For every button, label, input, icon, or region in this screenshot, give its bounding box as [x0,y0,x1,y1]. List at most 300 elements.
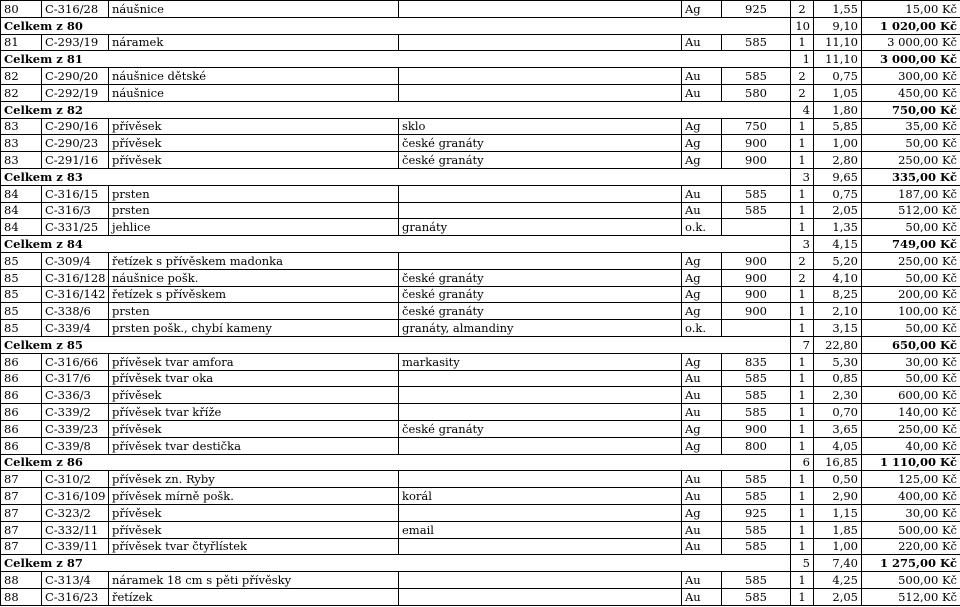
item-code: C-331/25 [42,219,109,236]
lot-number: 87 [1,521,42,538]
item-weight: 0,70 [814,404,862,421]
item-metal: Au [682,202,722,219]
item-price: 50,00 Kč [862,135,960,152]
item-price: 500,00 Kč [862,521,960,538]
item-name: náušnice [109,84,399,101]
item-code: C-323/2 [42,504,109,521]
item-stone: email [399,521,682,538]
item-stone [399,387,682,404]
item-name: jehlice [109,219,399,236]
item-stone [399,68,682,85]
item-metal: Ag [682,286,722,303]
table-row [1,1,960,18]
subtotal-price: 335,00 Kč [862,168,960,185]
item-name: řetízek s přívěskem [109,286,399,303]
subtotal-row [1,17,960,34]
subtotal-label: Celkem z 83 [1,168,791,185]
item-price: 15,00 Kč [862,1,960,18]
item-fineness [722,219,791,236]
item-code: C-336/3 [42,387,109,404]
table-row [1,353,960,370]
item-count: 1 [791,420,814,437]
item-weight: 2,05 [814,588,862,605]
subtotal-count: 4 [791,101,814,118]
item-code: C-316/28 [42,1,109,18]
item-count: 1 [791,202,814,219]
subtotal-weight: 16,85 [814,454,862,471]
item-metal: Au [682,538,722,555]
item-weight: 4,25 [814,572,862,589]
item-code: C-338/6 [42,303,109,320]
item-fineness: 585 [722,572,791,589]
item-count: 1 [791,504,814,521]
item-name: náušnice pošk. [109,269,399,286]
item-weight: 5,85 [814,118,862,135]
item-name: náušnice [109,1,399,18]
table-row [1,68,960,85]
item-fineness: 585 [722,34,791,51]
lot-number: 84 [1,202,42,219]
item-metal: Au [682,84,722,101]
item-code: C-313/4 [42,572,109,589]
item-fineness: 900 [722,152,791,169]
item-stone: korál [399,488,682,505]
lot-number: 87 [1,488,42,505]
lot-number: 84 [1,185,42,202]
item-price: 400,00 Kč [862,488,960,505]
table-row [1,152,960,169]
item-weight: 1,85 [814,521,862,538]
item-name: přívěsek tvar čtyřlístek [109,538,399,555]
item-count: 1 [791,538,814,555]
item-name: přívěsek [109,504,399,521]
subtotal-weight: 11,10 [814,51,862,68]
table-row [1,370,960,387]
table-row [1,286,960,303]
lot-number: 85 [1,320,42,337]
item-code: C-316/23 [42,588,109,605]
lot-number: 86 [1,370,42,387]
subtotal-price: 1 275,00 Kč [862,555,960,572]
item-code: C-339/4 [42,320,109,337]
item-code: C-316/3 [42,202,109,219]
lot-number: 81 [1,34,42,51]
item-metal: Au [682,572,722,589]
item-name: přívěsek tvar oka [109,370,399,387]
item-count: 1 [791,185,814,202]
item-count: 1 [791,437,814,454]
item-metal: Ag [682,437,722,454]
item-stone [399,572,682,589]
table-row [1,84,960,101]
subtotal-count: 3 [791,168,814,185]
item-metal: Au [682,488,722,505]
item-name: prsten [109,185,399,202]
subtotal-weight: 4,15 [814,236,862,253]
item-weight: 2,05 [814,202,862,219]
item-count: 1 [791,588,814,605]
item-stone [399,588,682,605]
item-code: C-316/15 [42,185,109,202]
subtotal-row [1,555,960,572]
item-stone: granáty [399,219,682,236]
item-code: C-339/23 [42,420,109,437]
lot-number: 86 [1,387,42,404]
item-weight: 0,75 [814,185,862,202]
item-stone [399,202,682,219]
table-body [1,1,960,606]
subtotal-weight: 7,40 [814,555,862,572]
item-name: přívěsek [109,387,399,404]
item-metal: Ag [682,118,722,135]
item-count: 1 [791,521,814,538]
item-stone [399,34,682,51]
lot-number: 85 [1,269,42,286]
table-row [1,420,960,437]
item-metal: Au [682,521,722,538]
lot-number: 86 [1,437,42,454]
lot-number: 86 [1,420,42,437]
lot-number: 87 [1,471,42,488]
item-code: C-292/19 [42,84,109,101]
item-stone [399,404,682,421]
item-fineness: 580 [722,84,791,101]
item-stone: české granáty [399,152,682,169]
table-row [1,437,960,454]
lot-number: 88 [1,588,42,605]
table-row [1,303,960,320]
item-metal: Ag [682,504,722,521]
item-price: 512,00 Kč [862,202,960,219]
item-fineness: 585 [722,387,791,404]
item-stone [399,504,682,521]
item-weight: 5,30 [814,353,862,370]
lot-number: 82 [1,68,42,85]
item-stone [399,471,682,488]
item-weight: 0,75 [814,68,862,85]
item-weight: 4,05 [814,437,862,454]
subtotal-price: 650,00 Kč [862,336,960,353]
subtotal-price: 1 020,00 Kč [862,17,960,34]
subtotal-price: 3 000,00 Kč [862,51,960,68]
item-fineness: 925 [722,504,791,521]
item-name: prsten [109,303,399,320]
item-code: C-339/11 [42,538,109,555]
item-metal: Ag [682,1,722,18]
table-row [1,269,960,286]
item-price: 50,00 Kč [862,219,960,236]
subtotal-count: 7 [791,336,814,353]
table-row [1,538,960,555]
lot-number: 85 [1,303,42,320]
item-code: C-316/128 [42,269,109,286]
item-count: 2 [791,68,814,85]
item-stone: sklo [399,118,682,135]
item-price: 250,00 Kč [862,252,960,269]
item-name: přívěsek tvar amfora [109,353,399,370]
item-fineness: 900 [722,269,791,286]
item-price: 250,00 Kč [862,420,960,437]
item-count: 1 [791,370,814,387]
item-weight: 1,00 [814,538,862,555]
subtotal-label: Celkem z 81 [1,51,791,68]
item-stone [399,252,682,269]
item-weight: 1,05 [814,84,862,101]
item-metal: Ag [682,303,722,320]
item-fineness: 925 [722,1,791,18]
item-fineness [722,320,791,337]
subtotal-label: Celkem z 85 [1,336,791,353]
item-price: 500,00 Kč [862,572,960,589]
item-price: 220,00 Kč [862,538,960,555]
item-price: 100,00 Kč [862,303,960,320]
item-count: 2 [791,84,814,101]
table-row [1,521,960,538]
item-metal: Ag [682,353,722,370]
table-row [1,488,960,505]
item-price: 200,00 Kč [862,286,960,303]
table-row [1,135,960,152]
item-name: přívěsek tvar kříže [109,404,399,421]
item-stone: granáty, almandiny [399,320,682,337]
table-row [1,252,960,269]
lot-number: 84 [1,219,42,236]
item-code: C-290/20 [42,68,109,85]
table-row [1,185,960,202]
item-price: 600,00 Kč [862,387,960,404]
item-count: 1 [791,286,814,303]
item-stone: české granáty [399,286,682,303]
item-count: 2 [791,1,814,18]
item-weight: 2,80 [814,152,862,169]
item-name: řetízek s přívěskem madonka [109,252,399,269]
item-metal: Au [682,34,722,51]
subtotal-count: 1 [791,51,814,68]
item-name: prsten [109,202,399,219]
item-name: náušnice dětské [109,68,399,85]
subtotal-price: 750,00 Kč [862,101,960,118]
lot-number: 83 [1,152,42,169]
item-stone: české granáty [399,269,682,286]
subtotal-weight: 1,80 [814,101,862,118]
item-code: C-339/2 [42,404,109,421]
item-weight: 3,15 [814,320,862,337]
item-fineness: 585 [722,488,791,505]
item-name: přívěsek mírně pošk. [109,488,399,505]
item-code: C-293/19 [42,34,109,51]
item-name: přívěsek [109,118,399,135]
subtotal-label: Celkem z 87 [1,555,791,572]
item-stone [399,1,682,18]
item-price: 512,00 Kč [862,588,960,605]
item-price: 50,00 Kč [862,370,960,387]
item-metal: Au [682,370,722,387]
lot-number: 87 [1,538,42,555]
item-name: přívěsek [109,521,399,538]
item-metal: Au [682,471,722,488]
subtotal-label: Celkem z 86 [1,454,791,471]
item-name: přívěsek zn. Ryby [109,471,399,488]
item-weight: 11,10 [814,34,862,51]
item-fineness: 585 [722,471,791,488]
item-weight: 1,00 [814,135,862,152]
item-code: C-290/16 [42,118,109,135]
item-stone [399,437,682,454]
item-count: 1 [791,353,814,370]
item-fineness: 585 [722,185,791,202]
item-count: 2 [791,269,814,286]
subtotal-label: Celkem z 84 [1,236,791,253]
item-fineness: 835 [722,353,791,370]
table-row [1,118,960,135]
subtotal-row [1,336,960,353]
item-weight: 1,15 [814,504,862,521]
item-metal: Au [682,404,722,421]
item-metal: o.k. [682,219,722,236]
item-fineness: 800 [722,437,791,454]
item-fineness: 585 [722,588,791,605]
item-weight: 3,65 [814,420,862,437]
table-row [1,387,960,404]
item-stone: české granáty [399,303,682,320]
item-weight: 8,25 [814,286,862,303]
item-code: C-332/11 [42,521,109,538]
item-fineness: 900 [722,303,791,320]
item-count: 1 [791,320,814,337]
item-price: 35,00 Kč [862,118,960,135]
subtotal-price: 1 110,00 Kč [862,454,960,471]
item-name: přívěsek [109,152,399,169]
item-code: C-317/6 [42,370,109,387]
item-metal: Ag [682,252,722,269]
item-price: 250,00 Kč [862,152,960,169]
lot-number: 85 [1,252,42,269]
item-price: 30,00 Kč [862,353,960,370]
item-count: 2 [791,252,814,269]
lot-number: 80 [1,1,42,18]
item-name: prsten pošk., chybí kameny [109,320,399,337]
item-weight: 4,10 [814,269,862,286]
lot-number: 83 [1,135,42,152]
table-row [1,320,960,337]
item-name: řetízek [109,588,399,605]
item-stone [399,370,682,387]
item-weight: 2,30 [814,387,862,404]
item-code: C-316/109 [42,488,109,505]
item-price: 125,00 Kč [862,471,960,488]
lot-number: 83 [1,118,42,135]
item-metal: Ag [682,269,722,286]
item-stone [399,84,682,101]
table-row [1,34,960,51]
subtotal-weight: 9,65 [814,168,862,185]
subtotal-count: 6 [791,454,814,471]
item-fineness: 585 [722,538,791,555]
subtotal-count: 5 [791,555,814,572]
item-fineness: 585 [722,68,791,85]
item-metal: Au [682,387,722,404]
item-price: 40,00 Kč [862,437,960,454]
item-weight: 5,20 [814,252,862,269]
item-price: 450,00 Kč [862,84,960,101]
item-count: 1 [791,404,814,421]
subtotal-row [1,236,960,253]
item-metal: Au [682,68,722,85]
subtotal-weight: 9,10 [814,17,862,34]
item-weight: 0,50 [814,471,862,488]
item-price: 50,00 Kč [862,320,960,337]
item-price: 30,00 Kč [862,504,960,521]
item-fineness: 585 [722,370,791,387]
item-weight: 1,35 [814,219,862,236]
item-weight: 2,90 [814,488,862,505]
item-code: C-339/8 [42,437,109,454]
item-code: C-290/23 [42,135,109,152]
item-count: 1 [791,303,814,320]
lot-number: 85 [1,286,42,303]
table-row [1,471,960,488]
item-weight: 2,10 [814,303,862,320]
item-code: C-291/16 [42,152,109,169]
item-metal: Au [682,185,722,202]
item-count: 1 [791,118,814,135]
lot-number: 88 [1,572,42,589]
subtotal-row [1,51,960,68]
subtotal-row [1,168,960,185]
table-row [1,404,960,421]
item-count: 1 [791,219,814,236]
subtotal-label: Celkem z 80 [1,17,791,34]
table-row [1,504,960,521]
item-fineness: 750 [722,118,791,135]
item-code: C-316/66 [42,353,109,370]
item-metal: o.k. [682,320,722,337]
item-stone [399,185,682,202]
item-count: 1 [791,572,814,589]
item-price: 140,00 Kč [862,404,960,421]
lot-number: 82 [1,84,42,101]
item-stone: markasity [399,353,682,370]
item-fineness: 585 [722,202,791,219]
subtotal-weight: 22,80 [814,336,862,353]
subtotal-label: Celkem z 82 [1,101,791,118]
item-fineness: 585 [722,521,791,538]
lot-number: 87 [1,504,42,521]
table-row [1,219,960,236]
lot-number: 86 [1,353,42,370]
subtotal-count: 3 [791,236,814,253]
item-name: přívěsek tvar destička [109,437,399,454]
item-fineness: 900 [722,286,791,303]
item-name: přívěsek [109,420,399,437]
item-price: 300,00 Kč [862,68,960,85]
subtotal-price: 749,00 Kč [862,236,960,253]
item-code: C-309/4 [42,252,109,269]
item-metal: Au [682,588,722,605]
item-count: 1 [791,152,814,169]
item-count: 1 [791,488,814,505]
item-price: 3 000,00 Kč [862,34,960,51]
subtotal-row [1,454,960,471]
table-row [1,588,960,605]
item-code: C-310/2 [42,471,109,488]
item-metal: Ag [682,135,722,152]
subtotal-row [1,101,960,118]
item-metal: Ag [682,420,722,437]
item-fineness: 900 [722,135,791,152]
item-name: náramek 18 cm s pěti přívěsky [109,572,399,589]
item-code: C-316/142 [42,286,109,303]
